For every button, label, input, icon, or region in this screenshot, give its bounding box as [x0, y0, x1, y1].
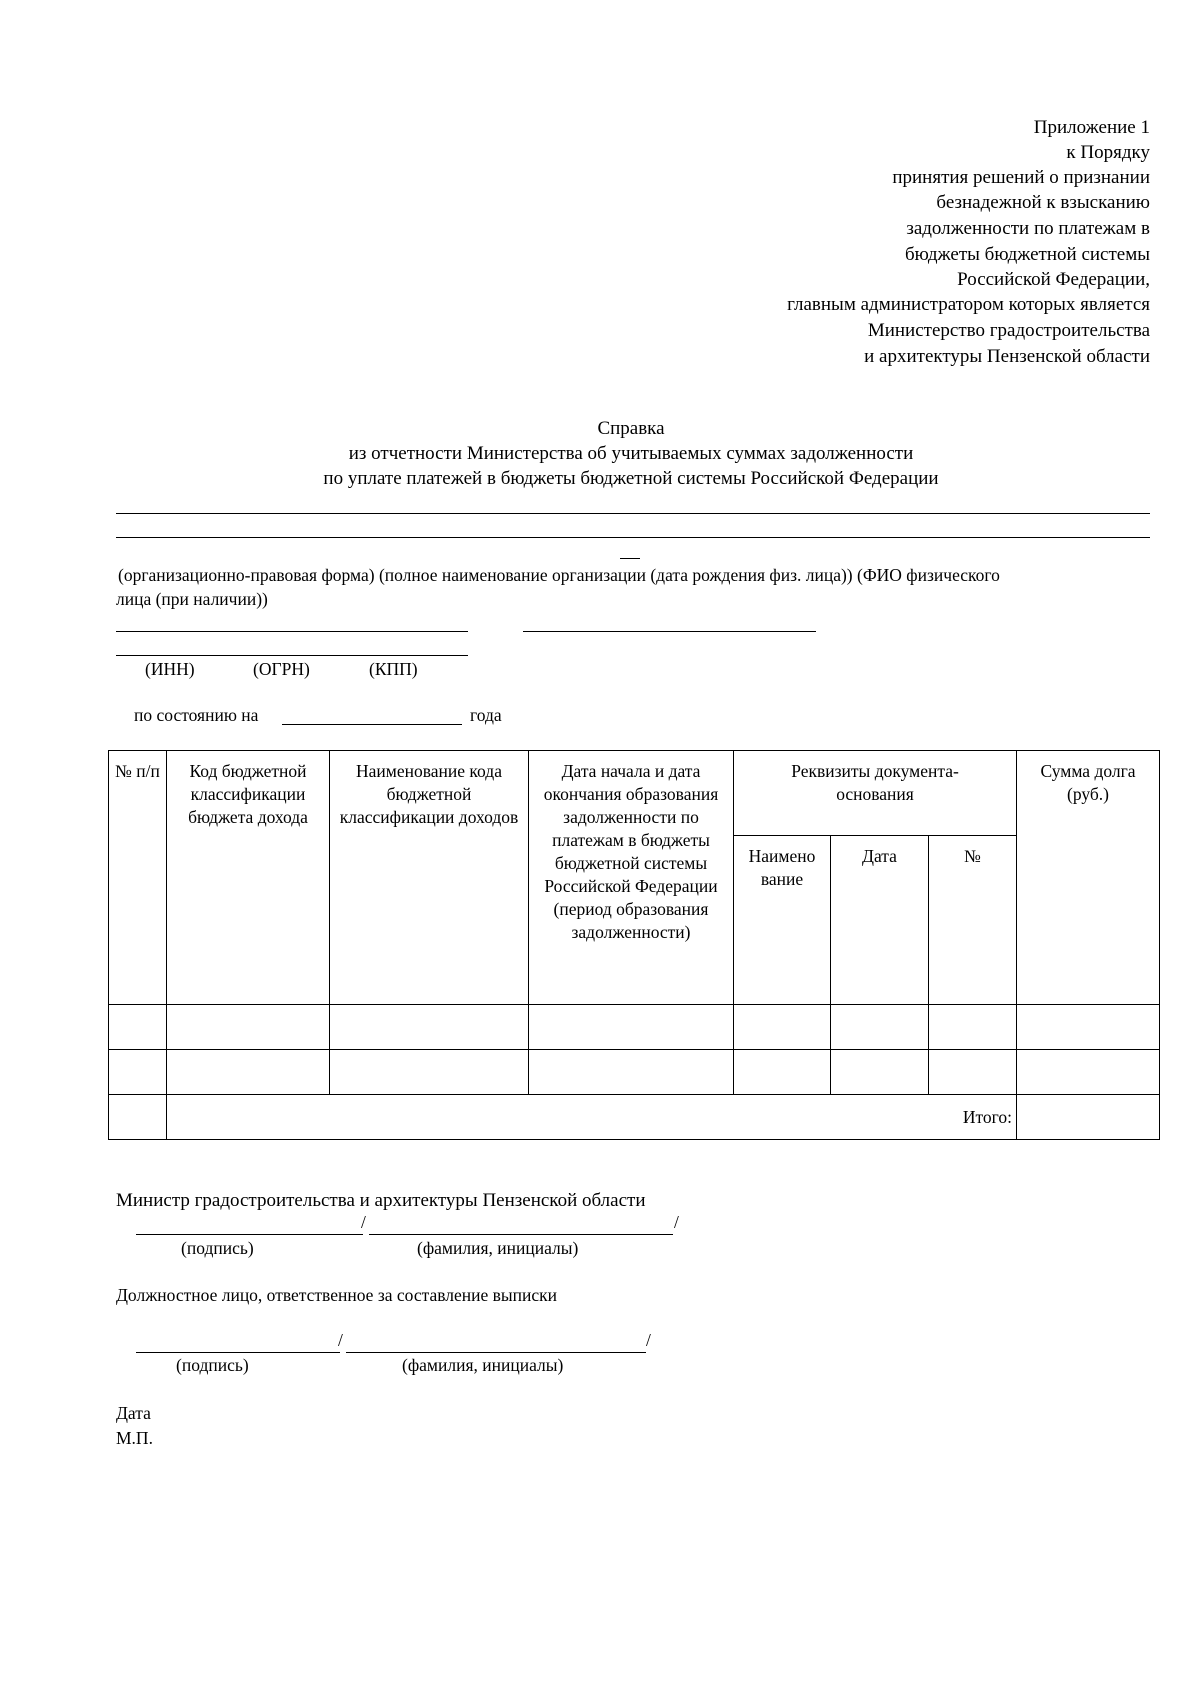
name-caption: (фамилия, инициалы) [402, 1355, 564, 1375]
header-num: № п/п [109, 751, 167, 1005]
stamp-label: М.П. [116, 1428, 153, 1448]
signature-caption: (подпись) [176, 1355, 249, 1375]
minister-title: Министр градостроительства и архитектуры Пензенской области [116, 1190, 646, 1211]
header-line: главным администратором которых является [787, 294, 1150, 315]
date-label: Дата [116, 1403, 151, 1423]
official-title: Должностное лицо, ответственное за составление выписки [116, 1285, 558, 1305]
org-fill-dash [620, 558, 640, 559]
org-caption: лица (при наличии)) [116, 589, 268, 609]
table-row [109, 1005, 1160, 1050]
table-cell[interactable] [167, 1005, 330, 1050]
header-line: Российской Федерации, [957, 269, 1150, 290]
header-line: Приложение 1 [1033, 117, 1150, 138]
header-kbk-code: Код бюджетной классификации бюджета дохода [167, 751, 330, 1005]
header-line: и архитектуры Пензенской области [864, 346, 1150, 367]
table-cell[interactable] [529, 1005, 734, 1050]
org-fill-line [116, 537, 1150, 538]
inn-caption: (ИНН) [145, 659, 195, 679]
minister-signature-line[interactable] [136, 1234, 363, 1235]
total-label: Итого: [167, 1095, 1017, 1140]
header-amount: Сумма долга (руб.) [1017, 751, 1160, 1005]
minister-name-line[interactable] [369, 1234, 673, 1235]
document-subtitle: из отчетности Министерства об учитываемых суммах задолженности [348, 443, 914, 464]
header-line: принятия решений о признании [892, 167, 1150, 188]
signature-caption: (подпись) [181, 1238, 254, 1258]
as-of-suffix: года [470, 705, 502, 725]
header-line: к Порядку [1066, 142, 1150, 163]
ogrn-caption: (ОГРН) [253, 659, 310, 679]
header-period: Дата начала и дата окончания образования задолженности по платежам в бюджеты бюджетной системы Российской Федерации (период образования задолженности) [529, 751, 734, 1005]
table-cell[interactable] [109, 1050, 167, 1095]
official-name-line[interactable] [346, 1352, 646, 1353]
official-signature-line[interactable] [136, 1352, 340, 1353]
header-line: бюджеты бюджетной системы [904, 244, 1150, 265]
debt-table [108, 750, 1160, 1140]
slash: / [646, 1330, 651, 1350]
slash: / [361, 1212, 366, 1232]
document-title: Справка [597, 418, 665, 439]
table-cell[interactable] [529, 1050, 734, 1095]
ogrn-fill-line [523, 631, 816, 632]
header-line: задолженности по платежам в [906, 218, 1150, 239]
table-cell[interactable] [109, 1005, 167, 1050]
table-cell[interactable] [929, 1050, 1017, 1095]
table-cell[interactable] [330, 1005, 529, 1050]
total-amount-cell[interactable] [1017, 1095, 1160, 1140]
table-cell[interactable] [831, 1050, 929, 1095]
total-row [109, 1095, 1160, 1140]
document-subtitle: по уплате платежей в бюджеты бюджетной системы Российской Федерации [323, 468, 939, 489]
table-cell[interactable] [734, 1050, 831, 1095]
name-caption: (фамилия, инициалы) [417, 1238, 579, 1258]
org-caption: (организационно-правовая форма) (полное наименование организации (дата рождения физ. лица)) (ФИО физического [118, 565, 1000, 585]
table-cell[interactable] [1017, 1005, 1160, 1050]
as-of-date-line [282, 724, 462, 725]
as-of-prefix: по состоянию на [134, 705, 259, 725]
table-cell[interactable] [734, 1005, 831, 1050]
org-fill-line [116, 513, 1150, 514]
table-cell[interactable] [167, 1050, 330, 1095]
header-doc-date: Дата [831, 836, 929, 1005]
table-cell[interactable] [330, 1050, 529, 1095]
slash: / [674, 1212, 679, 1232]
table-cell[interactable] [109, 1095, 167, 1140]
kpp-fill-line [116, 655, 468, 656]
header-kbk-name: Наименование кода бюджетной классификации доходов [330, 751, 529, 1005]
header-doc-num: № [929, 836, 1017, 1005]
table-cell[interactable] [1017, 1050, 1160, 1095]
table-cell[interactable] [831, 1005, 929, 1050]
slash: / [338, 1330, 343, 1350]
kpp-caption: (КПП) [369, 659, 418, 679]
header-line: Министерство градостроительства [867, 320, 1150, 341]
header-line: безнадежной к взысканию [936, 192, 1150, 213]
table-cell[interactable] [929, 1005, 1017, 1050]
header-doc-name: Наимено вание [734, 836, 831, 1005]
table-row [109, 1050, 1160, 1095]
inn-fill-line [116, 631, 468, 632]
header-doc-group: Реквизиты документа-основания [734, 751, 1017, 836]
